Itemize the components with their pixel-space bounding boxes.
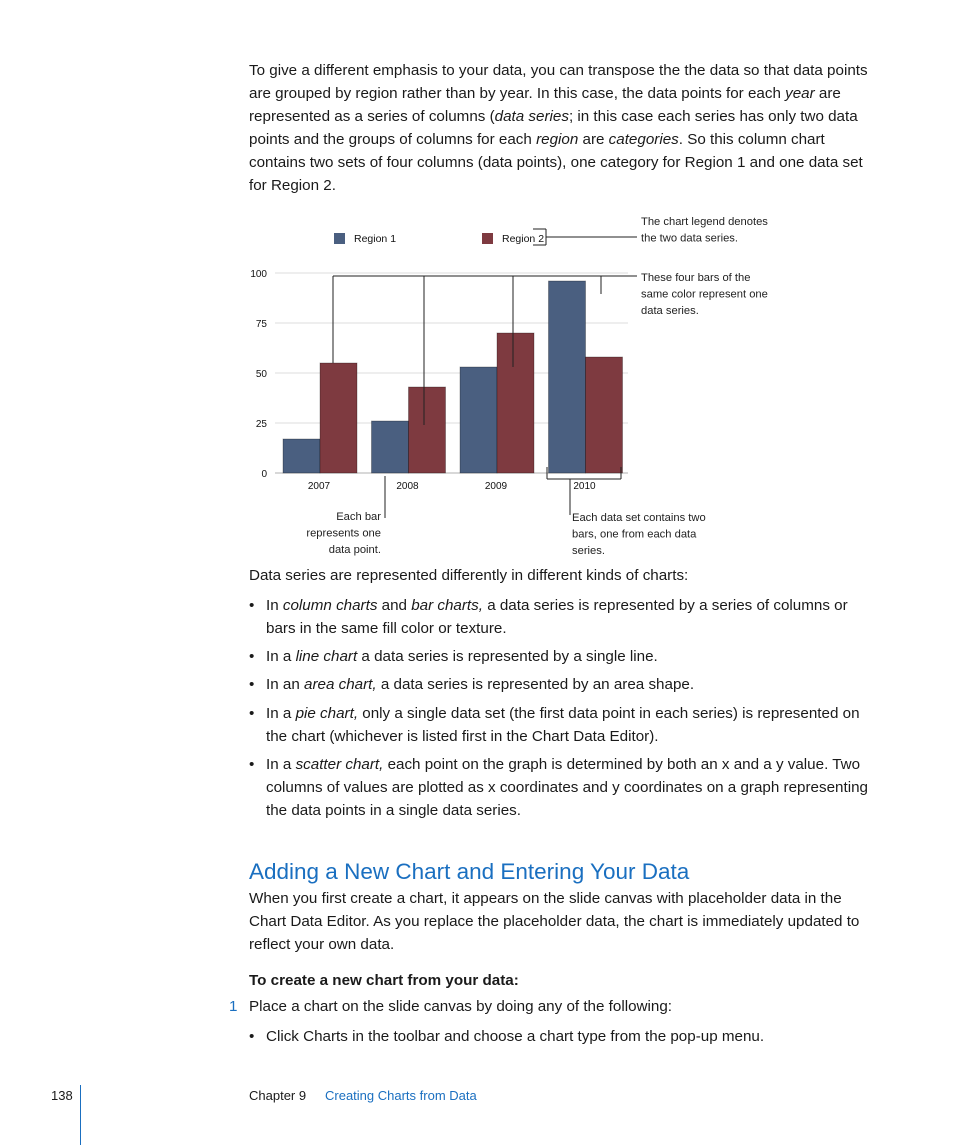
y-axis-tick-labels	[250, 269, 267, 480]
intro-text-run: are	[578, 131, 609, 148]
chart-callouts	[306, 216, 768, 557]
bullet-text	[266, 753, 874, 822]
footer-divider	[80, 1085, 81, 1145]
x-tick-label: 2010	[573, 481, 596, 492]
sub-bullet-item	[249, 1025, 874, 1048]
bullet-text	[266, 702, 874, 748]
y-tick-label: 75	[255, 319, 267, 330]
callout-same-color	[641, 272, 768, 317]
callout-each-bar	[306, 511, 381, 556]
bar-region-2	[320, 363, 357, 473]
chart-legend	[334, 233, 544, 245]
footer-chapter-label: Chapter 9	[249, 1088, 307, 1103]
section-paragraph: When you first create a chart, it appears on the slide canvas with placeholder data in the Chart Data Editor. As you replace the placeholder data, the chart is immediately updated to reflect your own data.	[249, 890, 860, 953]
intro-text-run: data series	[494, 108, 569, 125]
bullet-text-run: pie chart,	[295, 705, 359, 722]
callout-same-color-line: data series.	[641, 305, 699, 317]
bullet-text	[266, 673, 874, 696]
bullet-text-run: only a single data set (the first data point in each series) is represented on the chart (whichever is listed first in the Chart Data Editor).	[266, 705, 860, 745]
bar-region-1	[372, 421, 409, 473]
callout-legend-line: The chart legend denotes	[641, 216, 768, 228]
bullet-text-run: and	[377, 597, 412, 614]
intro-paragraph	[249, 59, 874, 197]
bullet-glyph: •	[249, 648, 255, 665]
bullet-item	[249, 702, 874, 748]
bullet-text	[266, 645, 874, 668]
x-tick-label: 2007	[307, 481, 331, 492]
legend-swatch	[482, 233, 493, 244]
footer-chapter-title[interactable]: Creating Charts from Data	[325, 1088, 477, 1103]
y-tick-label: 25	[255, 419, 267, 430]
callout-data-set-line: Each data set contains two	[572, 512, 706, 524]
callout-same-color-line: These four bars of the	[641, 272, 751, 284]
callout-each-bar-line: represents one	[306, 527, 381, 540]
step-text: Place a chart on the slide canvas by doing any of the following:	[249, 998, 672, 1015]
bullet-glyph: •	[249, 705, 255, 722]
intro-text-run: . So this column chart contains two sets of four columns (data points), one category for Region 1 and one data set for Region 2.	[249, 131, 863, 194]
bullet-text-run: a data series is represented by a series of columns or bars in the same fill color or texture.	[266, 597, 848, 637]
bar-region-1	[549, 281, 586, 473]
bar-region-2	[409, 387, 446, 473]
bullet-text-run: In an	[266, 676, 304, 693]
y-tick-label: 0	[261, 469, 267, 480]
bullet-text-run: a data series is represented by an area shape.	[376, 676, 695, 693]
intro-text-run: year	[785, 85, 815, 102]
page-number: 138	[51, 1088, 73, 1103]
bullet-text-run: In a	[266, 705, 296, 722]
bullet-glyph: •	[249, 1028, 255, 1045]
bar-region-2	[586, 357, 623, 473]
bullet-item	[249, 753, 874, 822]
bullet-item	[249, 645, 874, 668]
callout-data-set	[572, 512, 706, 557]
intro-text-run: To give a different emphasis to your data, you can transpose the the data so that data points are grouped by region rather than by year. In this case, the data points for each	[249, 62, 868, 102]
bullet-text-run: line chart	[295, 648, 358, 665]
intro-text-run: are represented as a series of columns (	[249, 85, 841, 125]
bullet-text-run: bar charts,	[411, 597, 483, 614]
step-number: 1	[229, 998, 238, 1015]
legend-label: Region 1	[354, 233, 397, 245]
intro-text-run: region	[536, 131, 579, 148]
legend-label: Region 2	[502, 233, 545, 245]
y-tick-label: 100	[250, 269, 267, 280]
bar-region-1	[460, 367, 497, 473]
bullet-text-run: each point on the graph is determined by both an x and a y value. Two columns of values are plotted as x coordinates and y coordinates on a graph representing the data points in a single data series.	[266, 756, 868, 819]
callout-legend-line: the two data series.	[641, 232, 739, 245]
column-chart-figure	[240, 205, 800, 557]
sub-bullet-text: Click Charts in the toolbar and choose a chart type from the pop-up menu.	[266, 1028, 765, 1045]
bullet-item	[249, 673, 874, 696]
bullet-glyph: •	[249, 676, 255, 693]
callout-data-set-line: series.	[572, 545, 605, 557]
charts-lead-sentence: Data series are represented differently in different kinds of charts:	[249, 567, 689, 584]
bullet-text-run: a data series is represented by a single line.	[357, 648, 658, 665]
section-heading: Adding a New Chart and Entering Your Data	[249, 859, 690, 884]
legend-swatch	[334, 233, 345, 244]
intro-text-run: categories	[608, 131, 679, 148]
callout-each-bar-line: Each bar	[336, 511, 381, 523]
bullet-text-run: area chart,	[304, 676, 377, 693]
bullet-text-run: In a	[266, 648, 296, 665]
chart-bars	[283, 281, 623, 473]
x-axis-tick-labels	[308, 481, 596, 492]
y-tick-label: 50	[255, 369, 267, 380]
procedure-heading: To create a new chart from your data:	[249, 972, 519, 989]
callout-data-set-line: bars, one from each data	[572, 528, 700, 541]
bullet-text-run: column charts	[282, 597, 378, 614]
bar-region-1	[283, 439, 320, 473]
bullet-glyph: •	[249, 756, 255, 773]
bullet-glyph: •	[249, 597, 255, 614]
bullet-text-run: scatter chart,	[295, 756, 384, 773]
bullet-text	[266, 594, 874, 640]
intro-text-run: ; in this case each series has only two data points and the groups of columns for each	[249, 108, 858, 148]
x-tick-label: 2009	[484, 481, 508, 492]
bullet-item	[249, 594, 874, 640]
bullet-text-run: In	[266, 597, 283, 614]
callout-legend	[641, 216, 768, 245]
callout-same-color-line: same color represent one	[641, 288, 768, 301]
x-tick-label: 2008	[396, 481, 419, 492]
bar-region-2	[497, 333, 534, 473]
bullet-text-run: In a	[266, 756, 296, 773]
callout-each-bar-line: data point.	[328, 544, 381, 556]
